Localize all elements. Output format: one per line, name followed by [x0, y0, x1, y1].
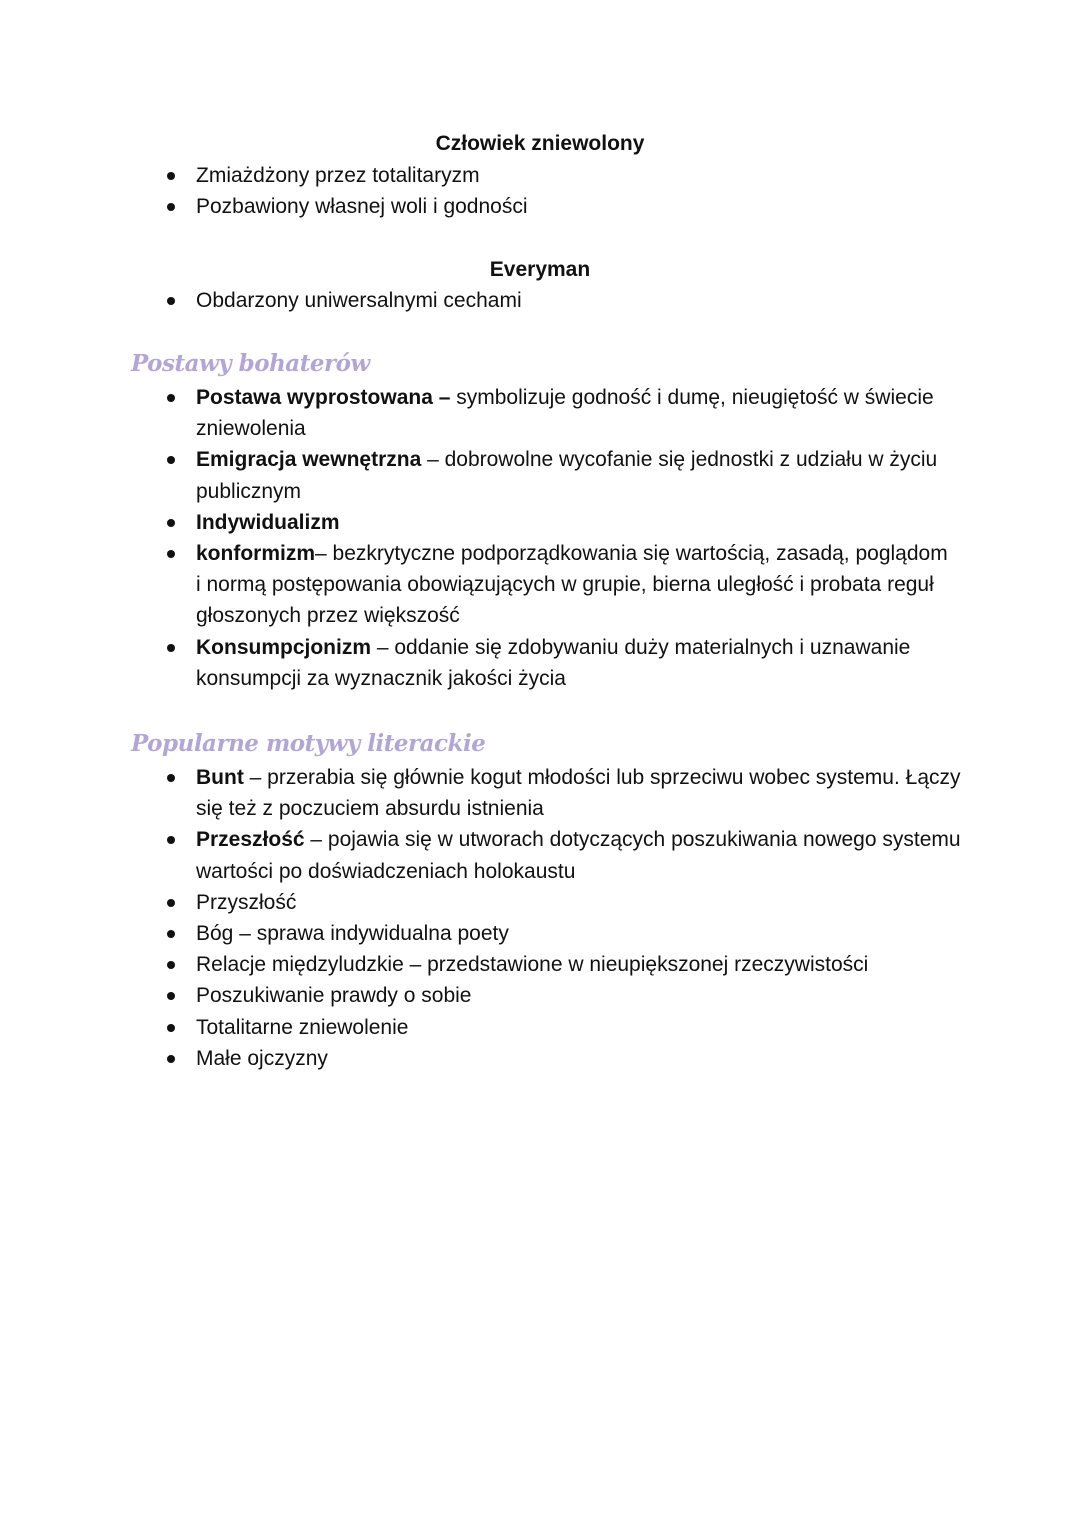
- item-text: – przerabia się głównie kogut młodości lub sprzeciwu wobec systemu. Łączy się też z poczuciem absurdu istnienia: [196, 766, 961, 821]
- list-item: [164, 285, 964, 316]
- item-text: symbolizuje godność i dumę, nieugiętość w świecie zniewolenia: [196, 386, 934, 441]
- list-item: [164, 160, 964, 191]
- bullet-icon: [167, 774, 175, 782]
- item-text: – bezkrytyczne podporządkowania się wartością, zasadą, poglądom i normą postępowania obowiązujących w grupie, bierna uległość i probata reguł głoszonych przez większość: [196, 542, 948, 628]
- item-text: – dobrowolne wycofanie się jednostki z udziału w życiu publicznym: [196, 448, 938, 503]
- bullet-icon: [167, 836, 175, 844]
- list-item: [164, 382, 954, 444]
- list-item: [164, 1043, 964, 1074]
- bullet-icon: [167, 1024, 175, 1032]
- bullet-icon: [167, 899, 175, 907]
- list-everyman: [164, 285, 964, 316]
- bullet-icon: [167, 456, 175, 464]
- bullet-icon: [167, 172, 175, 180]
- list-item: [164, 1012, 964, 1043]
- list-item: [164, 949, 964, 980]
- bullet-icon: [167, 203, 175, 211]
- list-item: [164, 444, 954, 506]
- list-czlowiek-zniewolony: [164, 160, 964, 222]
- bullet-icon: [167, 519, 175, 527]
- list-popularne-motywy: [164, 762, 964, 1074]
- item-text: Bóg – sprawa indywidualna poety: [196, 922, 509, 946]
- item-text: – pojawia się w utworach dotyczących poszukiwania nowego systemu wartości po doświadczeniach holokaustu: [196, 828, 961, 883]
- bullet-icon: [167, 394, 175, 402]
- list-item: [164, 191, 964, 222]
- item-text: – oddanie się zdobywaniu duży materialnych i uznawanie konsumpcji za wyznacznik jakości życia: [196, 635, 911, 690]
- list-item: [164, 762, 964, 824]
- list-item: [164, 918, 964, 949]
- bullet-icon: [167, 297, 175, 305]
- bullet-icon: [167, 644, 175, 652]
- item-text: Małe ojczyzny: [196, 1046, 328, 1070]
- item-term: Konsumpcjonizm: [196, 635, 372, 659]
- heading-postawy-bohaterow: Postawy bohaterów: [131, 350, 370, 377]
- bullet-icon: [167, 550, 175, 558]
- list-item: [164, 824, 964, 886]
- item-term: Bunt: [196, 766, 244, 789]
- bullet-icon: [167, 1055, 175, 1063]
- list-item: [164, 538, 954, 632]
- item-text: Poszukiwanie prawdy o sobie: [196, 984, 472, 1008]
- bullet-icon: [167, 992, 175, 1000]
- list-item: [164, 980, 964, 1011]
- item-text: Przyszłość: [196, 890, 297, 914]
- bullet-icon: [167, 930, 175, 938]
- list-item: [164, 507, 954, 538]
- item-text: Totalitarne zniewolenie: [196, 1015, 409, 1039]
- list-postawy-bohaterow: [164, 382, 954, 694]
- item-term: Postawa wyprostowana –: [196, 386, 451, 409]
- item-text: Obdarzony uniwersalnymi cechami: [196, 289, 522, 312]
- item-text: Zmiażdżony przez totalitaryzm: [196, 164, 480, 187]
- item-text: Pozbawiony własnej woli i godności: [196, 195, 528, 219]
- item-term: Przeszłość: [196, 828, 305, 852]
- item-term: Emigracja wewnętrzna: [196, 448, 422, 472]
- heading-everyman: Everyman: [489, 258, 591, 281]
- heading-popularne-motywy: Popularne motywy literackie: [131, 730, 486, 757]
- list-item: [164, 887, 964, 918]
- item-text: Relacje międzyludzkie – przedstawione w nieupiększonej rzeczywistości: [196, 953, 869, 977]
- item-term: Indywidualizm: [196, 510, 340, 534]
- item-term: konformizm: [196, 542, 316, 566]
- heading-czlowiek-zniewolony: Człowiek zniewolony: [435, 132, 645, 155]
- bullet-icon: [167, 961, 175, 969]
- list-item: [164, 632, 954, 694]
